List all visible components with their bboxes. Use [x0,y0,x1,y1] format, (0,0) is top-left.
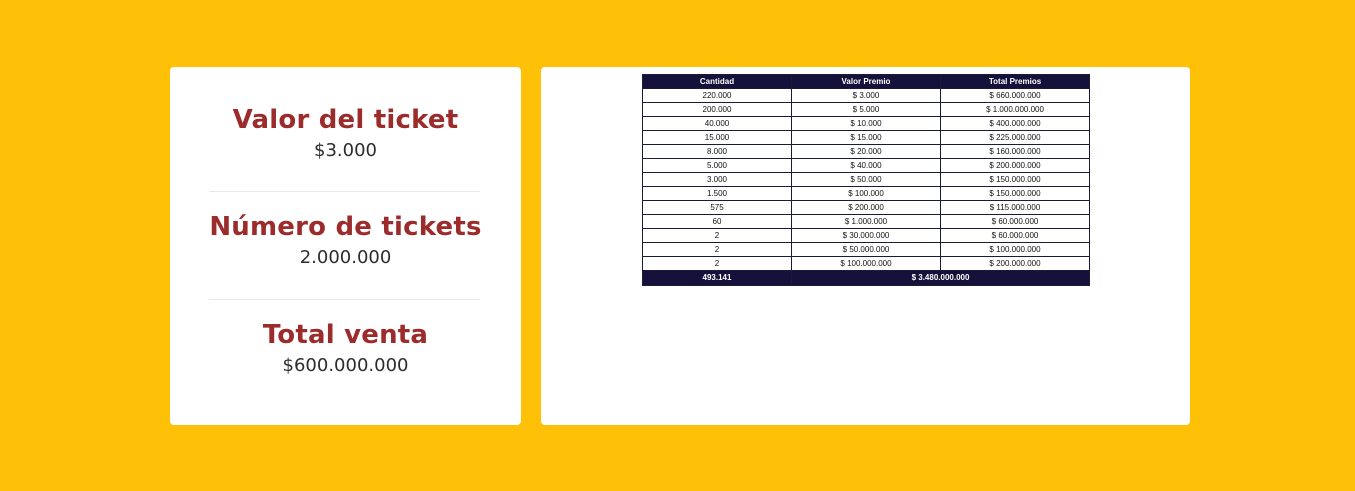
cell-total-prizes: $ 100.000.000 [941,243,1090,257]
cell-prize-value: $ 50.000.000 [792,243,941,257]
stat-title: Total venta [262,320,429,350]
cell-quantity: 220.000 [643,89,792,103]
table-row [643,159,1090,173]
cell-prize-value: $ 200.000 [792,201,941,215]
cell-quantity: 8.000 [643,145,792,159]
cell-prize-value: $ 5.000 [792,103,941,117]
table-row [643,117,1090,131]
cell-total-prizes: $ 225.000.000 [941,131,1090,145]
stat-value: $3.000 [314,140,377,161]
prize-table [642,74,1090,286]
cell-total-prizes: $ 60.000.000 [941,229,1090,243]
cell-total-prizes: $ 200.000.000 [941,159,1090,173]
table-row [643,187,1090,201]
cell-prize-value: $ 15.000 [792,131,941,145]
table-row [643,145,1090,159]
stat-ticket-count [170,210,521,270]
ticket-summary-card [170,67,521,425]
cell-total-prizes: $ 150.000.000 [941,173,1090,187]
cell-total-prizes: $ 1.000.000.000 [941,103,1090,117]
cell-prize-value: $ 20.000 [792,145,941,159]
table-row [643,215,1090,229]
table-row [643,131,1090,145]
stat-value: 2.000.000 [299,247,392,268]
table-row [643,257,1090,271]
divider [209,299,480,300]
stat-title: Valor del ticket [232,105,459,135]
cell-prize-value: $ 10.000 [792,117,941,131]
stat-title: Número de tickets [209,212,482,242]
cell-quantity: 15.000 [643,131,792,145]
table-row [643,103,1090,117]
table-row [643,229,1090,243]
table-row [643,201,1090,215]
cell-quantity: 2 [643,243,792,257]
footer-total-prizes: $ 3.480.000.000 [792,271,1090,286]
cell-prize-value: $ 1.000.000 [792,215,941,229]
cell-quantity: 2 [643,257,792,271]
column-header-prize-value: Valor Premio [792,75,941,89]
table-row [643,89,1090,103]
cell-quantity: 40.000 [643,117,792,131]
cell-quantity: 3.000 [643,173,792,187]
cell-prize-value: $ 3.000 [792,89,941,103]
table-header-row [643,75,1090,89]
cell-prize-value: $ 100.000.000 [792,257,941,271]
stat-total-sales [170,318,521,378]
cell-total-prizes: $ 115.000.000 [941,201,1090,215]
stat-ticket-value [170,103,521,163]
column-header-total-prizes: Total Premios [941,75,1090,89]
cell-total-prizes: $ 60.000.000 [941,215,1090,229]
column-header-quantity: Cantidad [643,75,792,89]
cell-total-prizes: $ 400.000.000 [941,117,1090,131]
prize-table-card [541,67,1190,425]
table-footer-row [643,271,1090,286]
table-row [643,243,1090,257]
cell-total-prizes: $ 200.000.000 [941,257,1090,271]
cell-prize-value: $ 30.000.000 [792,229,941,243]
cell-quantity: 200.000 [643,103,792,117]
cell-quantity: 2 [643,229,792,243]
cell-quantity: 1.500 [643,187,792,201]
cell-prize-value: $ 40.000 [792,159,941,173]
cell-total-prizes: $ 160.000.000 [941,145,1090,159]
cell-quantity: 5.000 [643,159,792,173]
footer-total-quantity: 493.141 [643,271,792,286]
cell-total-prizes: $ 150.000.000 [941,187,1090,201]
cell-prize-value: $ 100.000 [792,187,941,201]
stat-value: $600.000.000 [282,355,409,376]
cell-quantity: 575 [643,201,792,215]
table-row [643,173,1090,187]
cell-prize-value: $ 50.000 [792,173,941,187]
divider [209,191,480,192]
cell-total-prizes: $ 660.000.000 [941,89,1090,103]
cell-quantity: 60 [643,215,792,229]
